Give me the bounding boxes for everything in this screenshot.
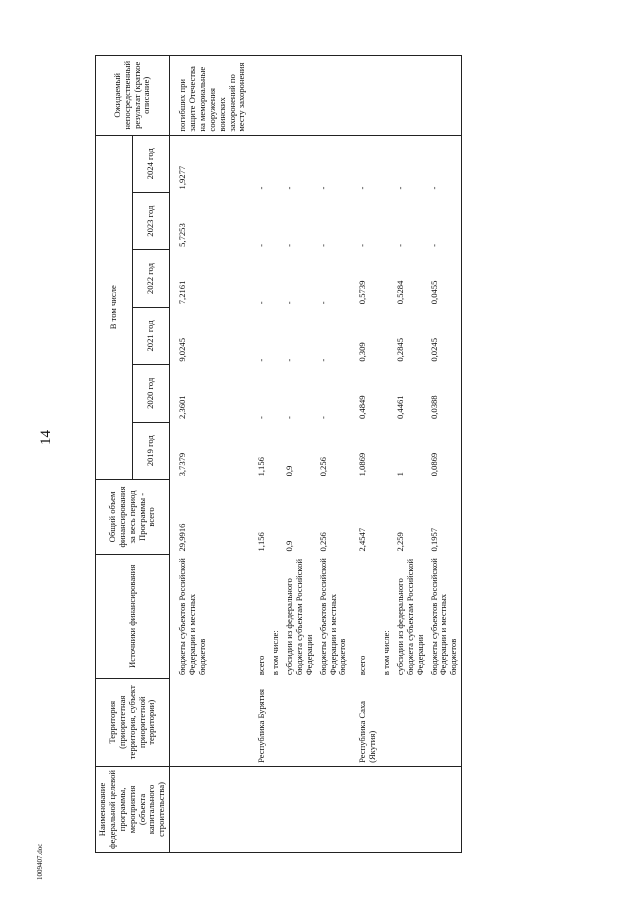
cell-result (394, 56, 428, 136)
cell-2020 (269, 365, 283, 422)
cell-2021: - (256, 358, 267, 362)
cell-2022 (269, 250, 283, 307)
cell-name (283, 766, 317, 852)
cell-source: всего (357, 655, 368, 676)
cell-2019: 1,0869 (357, 452, 368, 477)
cell-source: субсидии из федерального бюджета субъектам Российской Федерации (284, 558, 314, 676)
cell-result (269, 56, 283, 136)
table-row (249, 56, 269, 853)
cell-total: 29,9916 (177, 523, 188, 552)
cell-2022: - (284, 301, 294, 305)
cell-total: 2,4547 (357, 527, 368, 552)
cell-2023: - (428, 192, 462, 249)
cell-2020: 2,3601 (177, 395, 188, 420)
cell-2023 (380, 192, 394, 249)
cell-source: бюджеты субъектов Российской Федерации и местных бюджетов (317, 558, 348, 676)
table-row (428, 56, 462, 853)
cell-2019: 1,156 (256, 457, 267, 477)
cell-territory (428, 678, 462, 766)
table-row (170, 56, 250, 853)
cell-total: 1,156 (256, 532, 267, 552)
cell-total: 2,259 (394, 532, 405, 552)
table-row (394, 56, 428, 853)
cell-2024: - (428, 135, 462, 192)
cell-name (394, 766, 428, 852)
cell-source: всего (256, 655, 267, 676)
header-including: В том числе (96, 135, 133, 479)
header-year-2020: 2020 год (133, 365, 170, 422)
cell-result: погибших при защите Отечества на мемориальные сооружения воинских захоронений по месту захоронения (170, 56, 250, 136)
cell-total (269, 479, 283, 554)
cell-name (428, 766, 462, 852)
cell-territory (380, 678, 394, 766)
rotated-table-container (95, 55, 605, 853)
cell-2024: - (317, 135, 351, 192)
cell-2019: 0,9 (284, 465, 294, 477)
cell-2022: 0,5739 (357, 280, 368, 305)
cell-name (317, 766, 351, 852)
header-territory: Территория (приоритетная территория, субъект приоритетной территории) (96, 678, 170, 766)
cell-2023 (269, 192, 283, 249)
header-total: Общий объем финансирования за весь период Программы - всего (96, 479, 170, 554)
cell-source: бюджеты субъектов Российской Федерации и местных бюджетов (428, 554, 462, 678)
cell-2021: 0,309 (357, 342, 368, 362)
page-number: 14 (38, 430, 54, 445)
cell-2024: 1,9277 (170, 135, 250, 192)
cell-2021: - (284, 358, 294, 362)
cell-2019 (380, 422, 394, 479)
cell-territory (170, 678, 250, 766)
cell-name (170, 766, 250, 852)
cell-territory (283, 678, 317, 766)
cell-total (380, 479, 394, 554)
cell-name (380, 766, 394, 852)
cell-2022: - (317, 301, 328, 305)
cell-2021 (269, 307, 283, 364)
cell-2019: 0,0869 (428, 422, 462, 479)
cell-2019: 3,7379 (177, 452, 188, 477)
cell-2024: - (283, 135, 317, 192)
cell-2023: - (357, 243, 368, 247)
header-name: Наименование федеральной целевой программы, мероприятия (объекта капитального строительства) (96, 766, 170, 852)
header-year-2021: 2021 год (133, 307, 170, 364)
cell-territory (317, 678, 351, 766)
cell-2021: 0,2845 (394, 338, 405, 362)
cell-2020: 0,4849 (357, 395, 368, 420)
cell-name (249, 766, 269, 852)
table-row (380, 56, 394, 853)
cell-2024: - (394, 135, 428, 192)
cell-2019 (269, 422, 283, 479)
cell-total: 0,1957 (428, 479, 462, 554)
cell-2020: 0,0388 (428, 365, 462, 422)
header-year-2023: 2023 год (133, 192, 170, 249)
cell-result (350, 56, 380, 136)
header-year-2022: 2022 год (133, 250, 170, 307)
cell-2019: 0,256 (317, 457, 328, 477)
cell-2022: 0,5284 (394, 280, 405, 305)
table-row (283, 56, 317, 853)
cell-source: в том числе: (270, 630, 281, 676)
cell-2020: - (284, 416, 294, 420)
cell-source: субсидии из федерального бюджета субъектам Российской Федерации (394, 558, 425, 676)
cell-2021: - (317, 358, 328, 362)
cell-source: в том числе: (381, 630, 391, 676)
cell-result (317, 56, 351, 136)
table-row (269, 56, 283, 853)
cell-2024: - (249, 135, 269, 192)
cell-result (283, 56, 317, 136)
cell-2023: - (256, 243, 267, 247)
header-year-2024: 2024 год (133, 135, 170, 192)
cell-2020: - (317, 416, 328, 420)
cell-2023: - (394, 243, 405, 247)
financing-table (95, 55, 462, 853)
cell-2021: 0,0245 (428, 307, 462, 364)
table-row (350, 56, 380, 853)
cell-territory: Республика Бурятия (256, 688, 267, 763)
cell-2024: - (350, 135, 380, 192)
cell-2022 (380, 250, 394, 307)
header-row-1 (96, 56, 133, 853)
cell-2020: - (256, 416, 267, 420)
cell-2024 (269, 135, 283, 192)
cell-2021: 9,0245 (177, 338, 188, 362)
cell-2024 (380, 135, 394, 192)
cell-2022: - (256, 301, 267, 305)
cell-territory: Республика Саха (Якутия) (357, 701, 378, 763)
header-year-2019: 2019 год (133, 422, 170, 479)
cell-2020: 0,4461 (394, 395, 405, 420)
cell-2023: 5,7253 (177, 223, 188, 247)
document-id: 1009407.doc (36, 843, 44, 880)
cell-name (269, 766, 283, 852)
cell-name (350, 766, 380, 852)
table-row (317, 56, 351, 853)
cell-2019: 1 (394, 472, 405, 477)
cell-total: 0,256 (317, 532, 328, 552)
cell-result (428, 56, 462, 136)
cell-2021 (380, 307, 394, 364)
cell-territory (394, 678, 428, 766)
header-sources: Источники финансирования (96, 554, 170, 678)
cell-2022: 0,0455 (428, 250, 462, 307)
cell-2020 (380, 365, 394, 422)
cell-2022: 7,2161 (177, 280, 188, 305)
cell-result (249, 56, 269, 136)
cell-result (380, 56, 394, 136)
cell-territory (269, 678, 283, 766)
cell-2023: - (284, 243, 294, 247)
cell-total: 0,9 (284, 540, 294, 552)
cell-source: бюджеты субъектов Российской Федерации и местных бюджетов (177, 558, 207, 676)
cell-2023: - (317, 243, 328, 247)
header-result: Ожидаемый непосредственный результат (краткое описание) (96, 56, 170, 136)
